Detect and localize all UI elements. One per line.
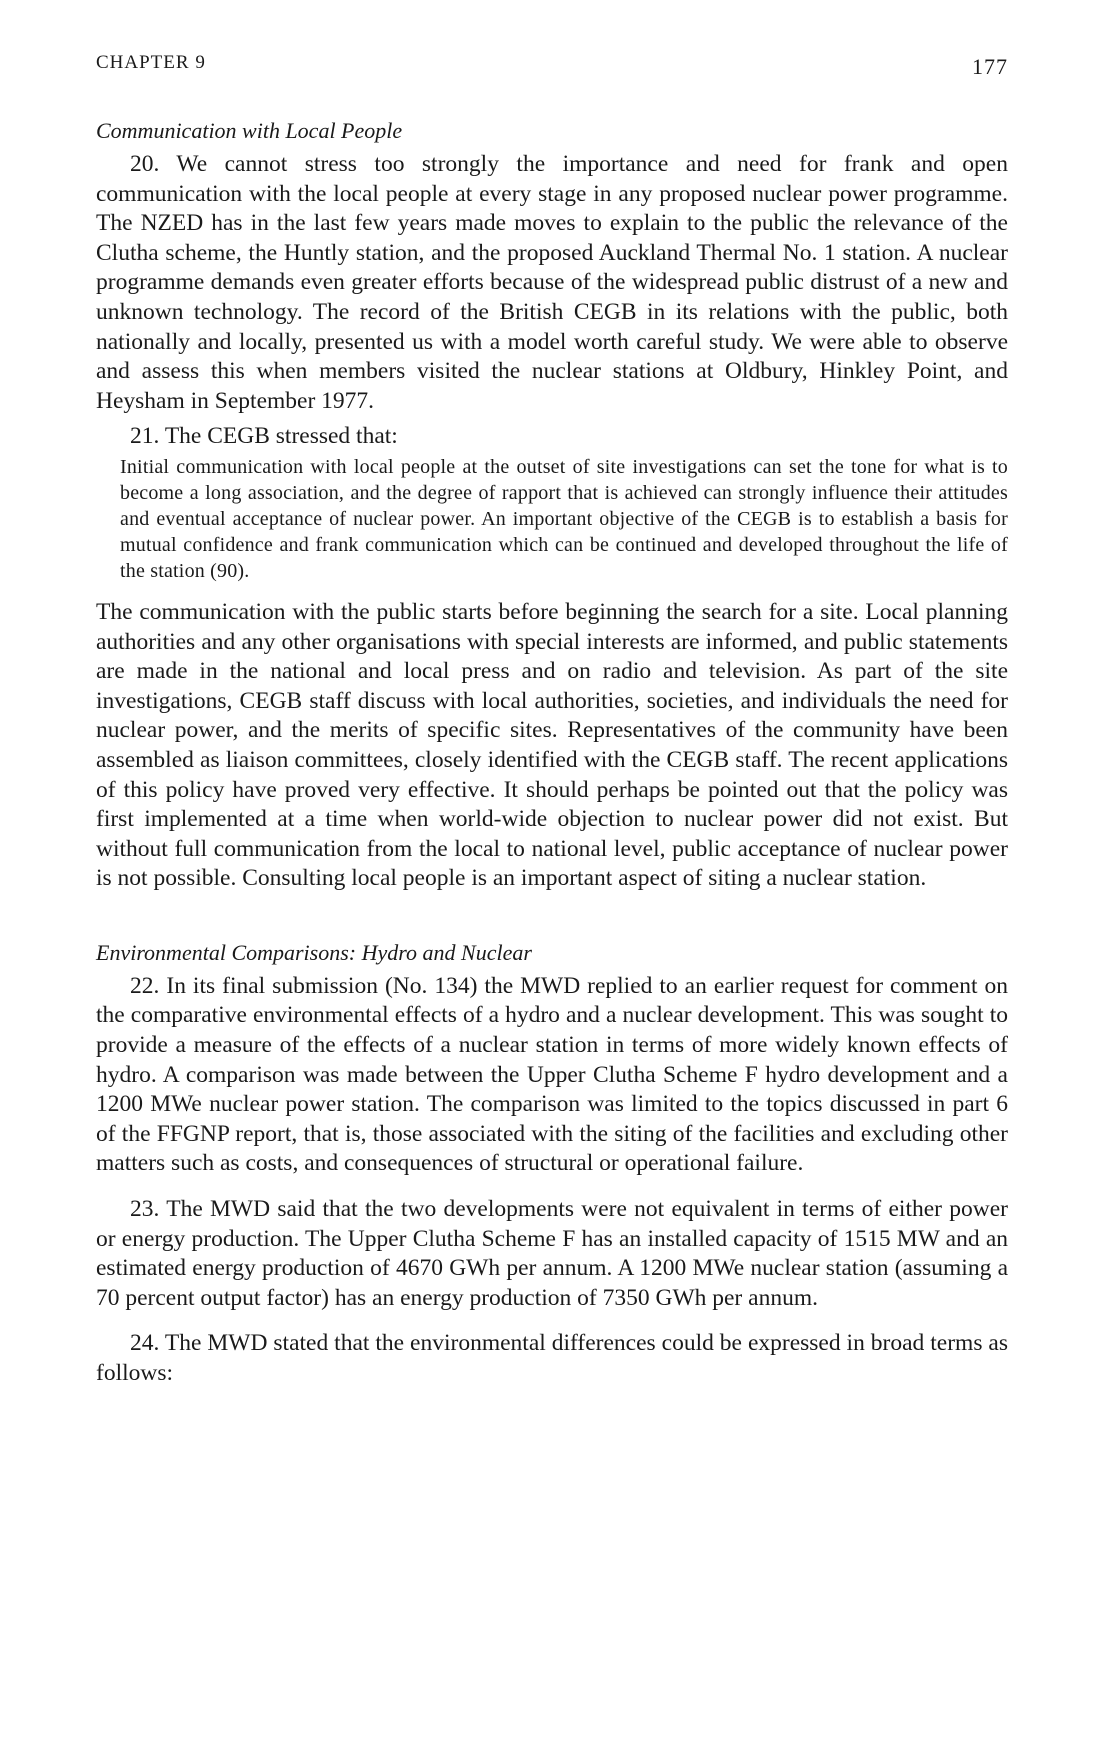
paragraph-21-lead: 21. The CEGB stressed that: bbox=[130, 423, 398, 450]
cegb-quotation: Initial communication with local people at the outset of site investigations can set the tone for what is to become a long association, and the degree of rapport that is achieved can strongly influence their attitudes and eventual acceptance of nuclear power. An important objective of the CEGB is to establish a basis for mutual confidence and frank communication which can be continued and developed throughout the life of the station (90). bbox=[120, 455, 1008, 582]
paragraph-24: 24. The MWD stated that the environmental differences could be expressed in broad terms as follows: bbox=[96, 1330, 1008, 1386]
paragraph-20: 20. We cannot stress too strongly the importance and need for frank and open communication with the local people at every stage in any proposed nuclear power programme. The NZED has in the last few years made moves to explain to the public the relevance of the Clutha scheme, the Huntly station, and the proposed Auckland Thermal No. 1 station. A nuclear programme demands even greater efforts because of the widespread public distrust of a new and unknown technology. The record of the British CEGB in its relations with the public, both nationally and locally, presented us with a model worth careful study. We were able to observe and assess this when members visited the nuclear stations at Oldbury, Hinkley Point, and Heysham in September 1977. bbox=[96, 151, 1008, 414]
paragraph-22: 22. In its final submission (No. 134) the MWD replied to an earlier request for comment on the comparative environmental effects of a hydro and a nuclear development. This was sought to provide a measure of the effects of a nuclear station in terms of more widely known effects of hydro. A comparison was made between the Upper Clutha Scheme F hydro development and a 1200 MWe nuclear power station. The comparison was limited to the topics discussed in part 6 of the FFGNP report, that is, those associated with the siting of the facilities and excluding other matters such as costs, and consequences of structural or operational failure. bbox=[96, 972, 1008, 1177]
section-heading-communication: Communication with Local People bbox=[96, 118, 403, 143]
document-page bbox=[96, 40, 1008, 1389]
page-number: 177 bbox=[972, 54, 1008, 79]
chapter-label: CHAPTER 9 bbox=[96, 52, 206, 73]
paragraph-21-continued: The communication with the public starts before beginning the search for a site. Local planning authorities and any other organisations with special interests are informed, and public statements are made in the national and local press and on radio and television. As part of the site investigations, CEGB staff discuss with local authorities, societies, and individuals the need for nuclear power, and the merits of specific sites. Representatives of the community have been assembled as liaison committees, closely identified with the CEGB staff. The recent applications of this policy have proved very effective. It should perhaps be pointed out that the policy was first implemented at a time when world-wide objection to nuclear power did not exist. But without full communication from the local to national level, public acceptance of nuclear power is not possible. Consulting local people is an important aspect of siting a nuclear station. bbox=[96, 598, 1008, 892]
running-header bbox=[96, 40, 1008, 80]
section-heading-environmental: Environmental Comparisons: Hydro and Nuclear bbox=[96, 939, 532, 965]
paragraph-23: 23. The MWD said that the two developments were not equivalent in terms of either power or energy production. The Upper Clutha Scheme F has an installed capacity of 1515 MW and an estimated energy production of 4670 GWh per annum. A 1200 MWe nuclear station (assuming a 70 percent output factor) has an energy production of 7350 GWh per annum. bbox=[96, 1196, 1008, 1311]
